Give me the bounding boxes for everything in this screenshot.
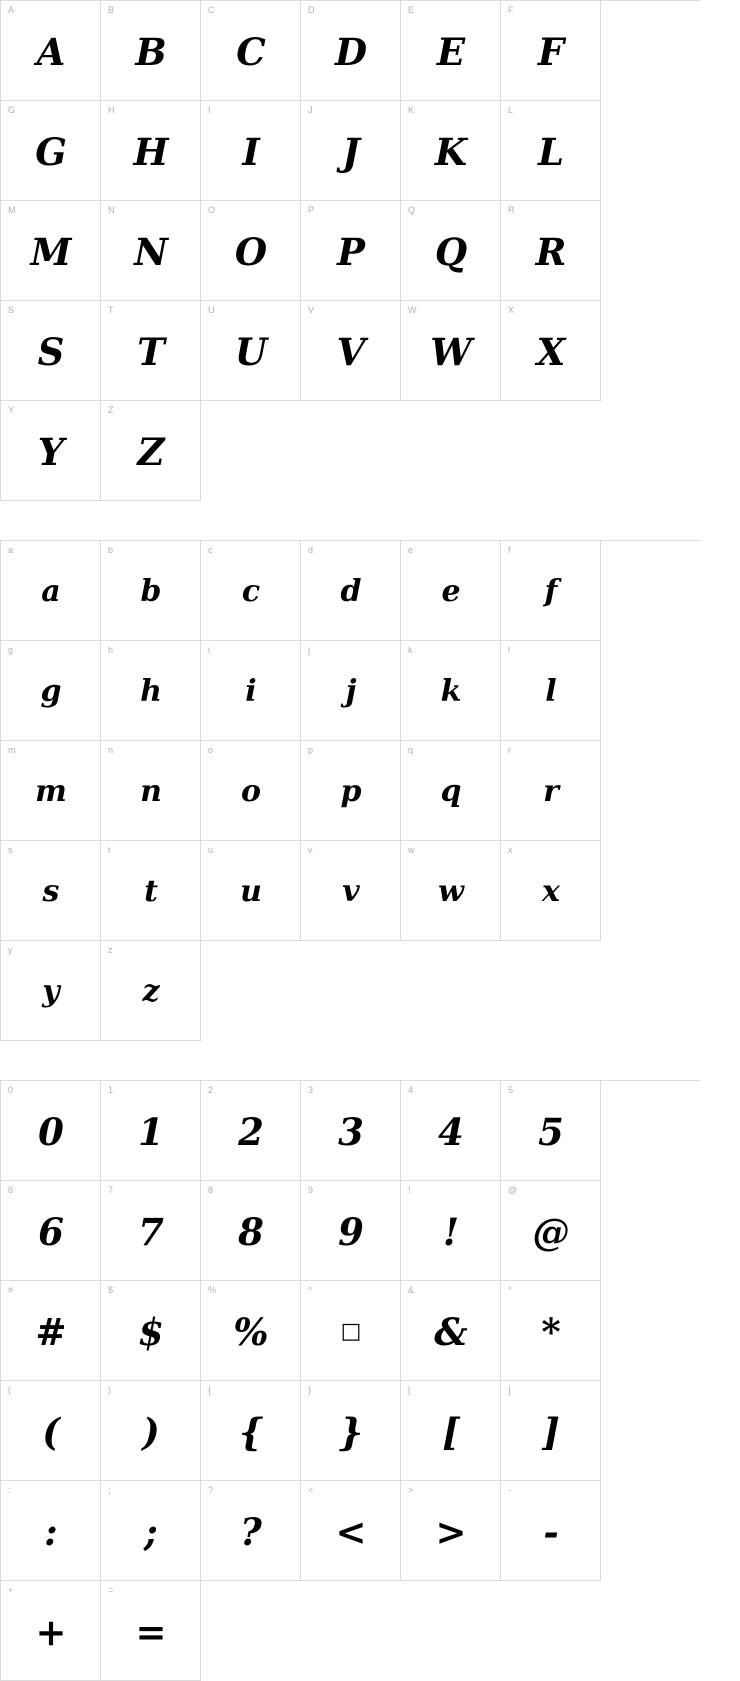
glyph-cell[interactable] xyxy=(201,1481,301,1581)
glyph-cell[interactable] xyxy=(301,201,401,301)
glyph-cell[interactable] xyxy=(201,741,301,841)
glyph-code-label: Q xyxy=(408,205,416,215)
glyph-code-label: + xyxy=(8,1585,14,1595)
glyph-code-label: O xyxy=(208,205,216,215)
glyph-code-label: z xyxy=(108,945,113,955)
glyph-cell[interactable] xyxy=(101,741,201,841)
glyph-cell[interactable] xyxy=(501,1081,601,1181)
glyph-cell[interactable] xyxy=(1,1081,101,1181)
glyph-cell[interactable] xyxy=(1,1281,101,1381)
glyph-render: 4 xyxy=(438,1110,463,1154)
glyph-code-label: [ xyxy=(408,1385,411,1395)
glyph-render: O xyxy=(234,230,267,274)
empty-cell xyxy=(201,401,301,501)
glyph-render: Y xyxy=(37,430,64,474)
glyph-render: } xyxy=(339,1410,362,1454)
glyph-cell[interactable] xyxy=(101,941,201,1041)
glyph-cell[interactable] xyxy=(401,1481,501,1581)
glyph-code-label: 9 xyxy=(308,1185,314,1195)
glyph-code-label: o xyxy=(208,745,214,755)
glyph-render: q xyxy=(440,774,461,809)
glyph-render: X xyxy=(536,330,565,374)
glyph-cell[interactable] xyxy=(401,201,501,301)
glyph-render: * xyxy=(541,1310,560,1354)
glyph-render: { xyxy=(239,1410,262,1454)
glyph-render: h xyxy=(140,674,161,709)
glyph-render: p xyxy=(340,774,361,809)
glyph-cell[interactable] xyxy=(301,101,401,201)
glyph-cell[interactable] xyxy=(501,641,601,741)
glyph-code-label: h xyxy=(108,645,114,655)
glyph-cell[interactable] xyxy=(501,1,601,101)
glyph-cell[interactable] xyxy=(401,301,501,401)
digits-and-symbols-grid xyxy=(0,1080,700,1681)
glyph-cell[interactable] xyxy=(201,1181,301,1281)
glyph-cell[interactable] xyxy=(301,541,401,641)
glyph-render: S xyxy=(37,330,64,374)
glyph-cell[interactable] xyxy=(101,541,201,641)
glyph-code-label: d xyxy=(308,545,314,555)
glyph-code-label: ^ xyxy=(308,1285,313,1295)
glyph-cell[interactable] xyxy=(301,1381,401,1481)
glyph-cell[interactable] xyxy=(201,101,301,201)
glyph-cell[interactable] xyxy=(301,1,401,101)
glyph-cell[interactable] xyxy=(201,1081,301,1181)
glyph-render: 0 xyxy=(38,1110,63,1154)
glyph-render: 8 xyxy=(238,1210,263,1254)
glyph-code-label: H xyxy=(108,105,115,115)
glyph-code-label: k xyxy=(408,645,413,655)
glyph-code-label: ? xyxy=(208,1485,214,1495)
glyph-render: t xyxy=(144,874,157,909)
glyph-code-label: % xyxy=(208,1285,217,1295)
glyph-render: $ xyxy=(138,1310,163,1354)
glyph-render: 3 xyxy=(338,1110,363,1154)
glyph-code-label: Z xyxy=(108,405,114,415)
glyph-render: M xyxy=(30,230,71,274)
glyph-render: r xyxy=(543,774,558,809)
glyph-render: m xyxy=(35,774,66,809)
glyph-code-label: a xyxy=(8,545,14,555)
glyph-render: f xyxy=(544,574,557,609)
block-separator xyxy=(0,501,740,540)
glyph-cell[interactable] xyxy=(101,841,201,941)
glyph-code-label: G xyxy=(8,105,16,115)
glyph-code-label: 0 xyxy=(8,1085,14,1095)
glyph-render: ; xyxy=(144,1510,157,1554)
glyph-code-label: = xyxy=(108,1585,114,1595)
glyph-render: B xyxy=(135,30,166,74)
glyph-code-label: 5 xyxy=(508,1085,514,1095)
glyph-render: v xyxy=(342,874,359,909)
glyph-code-label: q xyxy=(408,745,414,755)
glyph-render: w xyxy=(438,874,463,909)
glyph-cell[interactable] xyxy=(1,841,101,941)
glyph-cell[interactable] xyxy=(1,1581,101,1681)
glyph-code-label: v xyxy=(308,845,313,855)
glyph-code-label: r xyxy=(508,745,512,755)
glyph-code-label: 6 xyxy=(8,1185,14,1195)
glyph-code-label: A xyxy=(8,5,15,15)
glyph-code-label: 7 xyxy=(108,1185,114,1195)
glyph-cell[interactable] xyxy=(201,201,301,301)
glyph-render: x xyxy=(542,874,559,909)
glyph-cell[interactable] xyxy=(401,641,501,741)
glyph-code-label: N xyxy=(108,205,115,215)
glyph-cell[interactable] xyxy=(401,1081,501,1181)
glyph-render: G xyxy=(35,130,66,174)
glyph-render: # xyxy=(35,1310,66,1354)
glyph-render: A xyxy=(36,30,65,74)
glyph-cell[interactable] xyxy=(201,301,301,401)
glyph-render: i xyxy=(245,674,256,709)
glyph-render: [ xyxy=(442,1410,459,1454)
glyph-render: g xyxy=(40,674,61,709)
glyph-code-label: l xyxy=(508,645,511,655)
glyph-cell[interactable] xyxy=(301,1181,401,1281)
glyph-render: a xyxy=(41,574,60,609)
glyph-render: N xyxy=(134,230,167,274)
glyph-code-label: c xyxy=(208,545,213,555)
glyph-cell[interactable] xyxy=(1,541,101,641)
glyph-code-label: p xyxy=(308,745,314,755)
glyph-render: % xyxy=(233,1310,268,1354)
glyph-code-label: s xyxy=(8,845,13,855)
glyph-code-label: b xyxy=(108,545,114,555)
glyph-render: z xyxy=(142,974,159,1009)
glyph-cell[interactable] xyxy=(1,401,101,501)
glyph-code-label: - xyxy=(508,1485,512,1495)
glyph-render: ] xyxy=(542,1410,559,1454)
glyph-code-label: $ xyxy=(108,1285,114,1295)
glyph-cell[interactable] xyxy=(501,1281,601,1381)
glyph-cell[interactable] xyxy=(501,1381,601,1481)
glyph-render: Z xyxy=(137,430,164,474)
empty-cell xyxy=(301,941,401,1041)
glyph-cell[interactable] xyxy=(401,1381,501,1481)
glyph-cell[interactable] xyxy=(101,401,201,501)
glyph-render: T xyxy=(137,330,164,374)
glyph-cell[interactable] xyxy=(1,741,101,841)
glyph-render: L xyxy=(537,130,563,174)
glyph-render: < xyxy=(335,1510,366,1554)
glyph-cell[interactable] xyxy=(101,101,201,201)
glyph-cell[interactable] xyxy=(401,741,501,841)
empty-cell xyxy=(201,1581,301,1681)
lowercase-letters-grid xyxy=(0,540,700,1041)
glyph-code-label: Y xyxy=(8,405,15,415)
glyph-render: ? xyxy=(240,1510,261,1554)
glyph-code-label: y xyxy=(8,945,13,955)
glyph-cell[interactable] xyxy=(201,541,301,641)
glyph-render: d xyxy=(340,574,361,609)
glyph-code-label: ( xyxy=(8,1385,12,1395)
glyph-code-label: F xyxy=(508,5,514,15)
glyph-render: I xyxy=(242,130,259,174)
glyph-render: s xyxy=(42,874,59,909)
glyph-render: ! xyxy=(442,1210,459,1254)
glyph-code-label: T xyxy=(108,305,114,315)
glyph-code-label: > xyxy=(408,1485,414,1495)
glyph-code-label: P xyxy=(308,205,315,215)
glyph-cell[interactable] xyxy=(201,1281,301,1381)
glyph-cell[interactable] xyxy=(101,1181,201,1281)
glyph-cell[interactable] xyxy=(1,1,101,101)
glyph-code-label: w xyxy=(408,845,415,855)
glyph-cell[interactable] xyxy=(301,301,401,401)
glyph-code-label: 3 xyxy=(308,1085,314,1095)
glyph-code-label: & xyxy=(408,1285,415,1295)
glyph-code-label: t xyxy=(108,845,111,855)
glyph-render: ) xyxy=(142,1410,159,1454)
glyph-code-label: C xyxy=(208,5,215,15)
glyph-render: 2 xyxy=(238,1110,263,1154)
glyph-cell[interactable] xyxy=(1,201,101,301)
glyph-render: b xyxy=(140,574,161,609)
glyph-render: ( xyxy=(42,1410,59,1454)
glyph-code-label: } xyxy=(308,1385,312,1395)
glyph-render: F xyxy=(537,30,564,74)
glyph-render: 7 xyxy=(138,1210,163,1254)
glyph-cell[interactable] xyxy=(301,1281,401,1381)
uppercase-letters-grid xyxy=(0,0,700,501)
glyph-cell[interactable] xyxy=(201,641,301,741)
glyph-cell[interactable] xyxy=(401,841,501,941)
glyph-cell[interactable] xyxy=(101,1281,201,1381)
glyph-render: : xyxy=(44,1510,57,1554)
glyph-cell[interactable] xyxy=(501,301,601,401)
glyph-code-label: V xyxy=(308,305,315,315)
glyph-render: y xyxy=(42,974,59,1009)
glyph-cell[interactable] xyxy=(501,1481,601,1581)
glyph-code-label: L xyxy=(508,105,514,115)
glyph-render: e xyxy=(441,574,460,609)
glyph-render: P xyxy=(337,230,364,274)
glyph-code-label: 2 xyxy=(208,1085,214,1095)
glyph-code-label: D xyxy=(308,5,315,15)
glyph-code-label: U xyxy=(208,305,215,315)
glyph-code-label: E xyxy=(408,5,415,15)
glyph-code-label: < xyxy=(308,1485,314,1495)
glyph-cell[interactable] xyxy=(501,541,601,641)
empty-cell xyxy=(201,941,301,1041)
glyph-render: D xyxy=(334,30,367,74)
glyph-render: = xyxy=(135,1610,166,1654)
glyph-render: n xyxy=(140,774,161,809)
glyph-code-label: 1 xyxy=(108,1085,114,1095)
glyph-code-label: R xyxy=(508,205,515,215)
glyph-code-label: I xyxy=(208,105,211,115)
glyph-code-label: ) xyxy=(108,1385,112,1395)
glyph-cell[interactable] xyxy=(301,1081,401,1181)
glyph-render: + xyxy=(35,1610,66,1654)
glyph-cell[interactable] xyxy=(401,1281,501,1381)
glyph-render: & xyxy=(434,1310,467,1354)
empty-cell xyxy=(301,1581,401,1681)
glyph-cell[interactable] xyxy=(201,1381,301,1481)
glyph-code-label: @ xyxy=(508,1185,518,1195)
glyph-code-label: { xyxy=(208,1385,212,1395)
glyph-code-label: n xyxy=(108,745,114,755)
glyph-cell[interactable] xyxy=(1,641,101,741)
glyph-code-label: e xyxy=(408,545,414,555)
glyph-cell[interactable] xyxy=(401,541,501,641)
glyph-cell[interactable] xyxy=(101,1581,201,1681)
glyph-code-label: S xyxy=(8,305,15,315)
empty-cell xyxy=(401,1581,501,1681)
glyph-render: V xyxy=(336,330,365,374)
glyph-render: 5 xyxy=(538,1110,563,1154)
glyph-code-label: j xyxy=(308,645,311,655)
glyph-cell[interactable] xyxy=(301,641,401,741)
glyph-cell[interactable] xyxy=(401,1,501,101)
glyph-code-label: M xyxy=(8,205,16,215)
glyph-code-label: ] xyxy=(508,1385,511,1395)
glyph-cell[interactable] xyxy=(101,301,201,401)
glyph-render: @ xyxy=(532,1210,569,1254)
glyph-cell[interactable] xyxy=(201,841,301,941)
glyph-code-label: B xyxy=(108,5,115,15)
glyph-render: c xyxy=(241,574,260,609)
glyph-cell[interactable] xyxy=(501,101,601,201)
glyph-cell[interactable] xyxy=(101,1381,201,1481)
glyph-render: o xyxy=(240,774,260,809)
glyph-render: U xyxy=(234,330,267,374)
glyph-code-label: m xyxy=(8,745,16,755)
glyph-cell[interactable] xyxy=(1,301,101,401)
glyph-code-label: 8 xyxy=(208,1185,214,1195)
glyph-cell[interactable] xyxy=(501,1181,601,1281)
glyph-render: k xyxy=(440,674,461,709)
glyph-render: 1 xyxy=(138,1110,163,1154)
glyph-cell[interactable] xyxy=(501,741,601,841)
glyph-cell[interactable] xyxy=(101,641,201,741)
glyph-code-label: # xyxy=(8,1285,14,1295)
glyph-code-label: : xyxy=(8,1485,11,1495)
glyph-render: 9 xyxy=(338,1210,363,1254)
glyph-render: > xyxy=(435,1510,466,1554)
glyph-code-label: f xyxy=(508,545,511,555)
glyph-render: R xyxy=(535,230,566,274)
glyph-render: E xyxy=(436,30,465,74)
glyph-render: W xyxy=(430,330,471,374)
glyph-cell[interactable] xyxy=(1,941,101,1041)
glyph-render: H xyxy=(133,130,168,174)
glyph-render: J xyxy=(342,130,359,174)
glyph-cell[interactable] xyxy=(101,1481,201,1581)
glyph-code-label: J xyxy=(308,105,313,115)
glyph-render: Q xyxy=(434,230,467,274)
glyph-render: 6 xyxy=(38,1210,63,1254)
glyph-code-label: u xyxy=(208,845,214,855)
glyph-cell[interactable] xyxy=(101,201,201,301)
glyph-code-label: W xyxy=(408,305,417,315)
glyph-cell[interactable] xyxy=(1,101,101,201)
glyph-render: C xyxy=(236,30,265,74)
glyph-code-label: 4 xyxy=(408,1085,414,1095)
glyph-code-label: ; xyxy=(108,1485,111,1495)
glyph-cell[interactable] xyxy=(301,741,401,841)
glyph-render: K xyxy=(434,130,467,174)
glyph-cell[interactable] xyxy=(1,1381,101,1481)
glyph-cell[interactable] xyxy=(201,1,301,101)
glyph-cell[interactable] xyxy=(1,1481,101,1581)
glyph-code-label: g xyxy=(8,645,14,655)
glyph-cell[interactable] xyxy=(1,1181,101,1281)
glyph-render: □ xyxy=(340,1319,361,1344)
glyph-cell[interactable] xyxy=(301,841,401,941)
glyph-cell[interactable] xyxy=(101,1081,201,1181)
glyph-render: u xyxy=(240,874,261,909)
glyph-cell[interactable] xyxy=(301,1481,401,1581)
glyph-render: - xyxy=(543,1510,558,1554)
glyph-render: j xyxy=(345,674,356,709)
glyph-code-label: x xyxy=(508,845,513,855)
glyph-code-label: X xyxy=(508,305,515,315)
glyph-cell[interactable] xyxy=(501,201,601,301)
glyph-code-label: * xyxy=(508,1285,512,1295)
glyph-code-label: ! xyxy=(408,1185,411,1195)
glyph-cell[interactable] xyxy=(401,101,501,201)
glyph-code-label: K xyxy=(408,105,415,115)
block-separator xyxy=(0,1041,740,1080)
glyph-render: l xyxy=(545,674,556,709)
empty-cell xyxy=(301,401,401,501)
glyph-code-label: i xyxy=(208,645,211,655)
glyph-cell[interactable] xyxy=(101,1,201,101)
glyph-cell[interactable] xyxy=(501,841,601,941)
glyph-cell[interactable] xyxy=(401,1181,501,1281)
